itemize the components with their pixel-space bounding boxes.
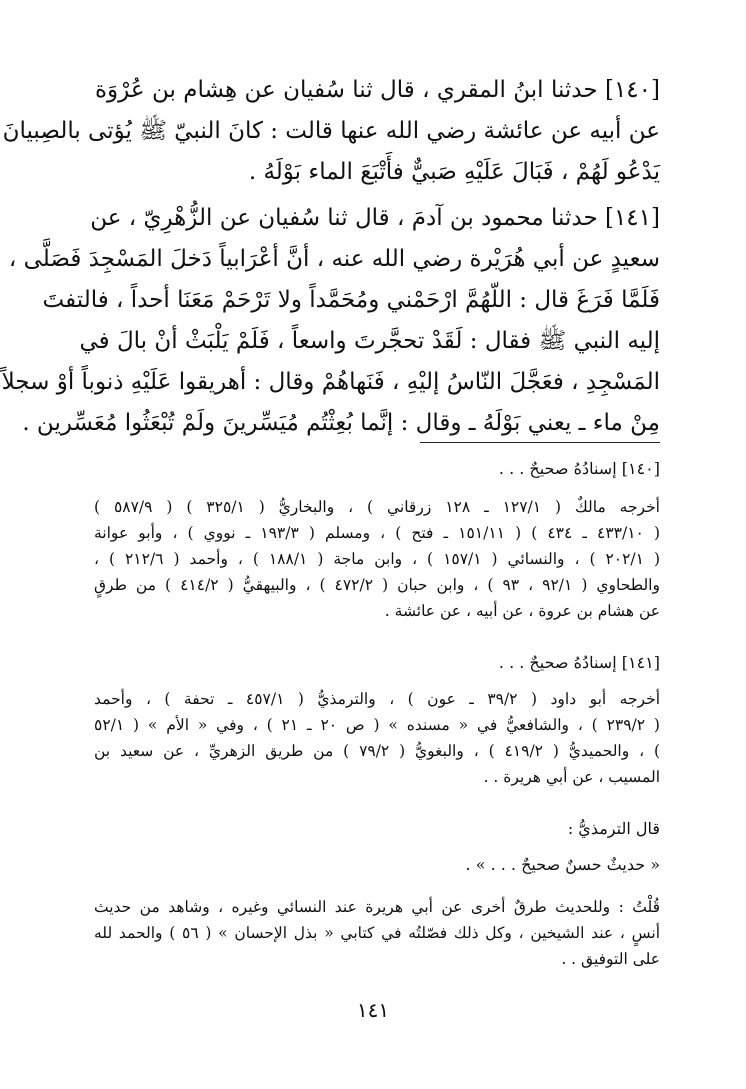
tirmidhi-quote-block xyxy=(94,852,660,878)
hadith-141-line: مِنْ ماء ـ يعني بَوْلَهُ ـ وقال : إنَّما بُعِثْتُم مُيَسِّرينَ ولَمْ تُبْعَثُوا مُعَسِّرين . xyxy=(22,410,660,436)
hadith-140-line: [١٤٠] حدثنا ابنُ المقري ، قال ثنا سُفيان عن هِشام بن عُرْوَة xyxy=(95,77,660,103)
hadith-141-line: سعيدٍ عن أبي هُرَيْرة رضي الله عنه ، أنَّ أعْرَابياً دَخلَ المَسْجِدَ فَصَلَّى ، xyxy=(8,246,660,272)
footnote-141-heading-block xyxy=(94,650,660,676)
footnote-line: أخرجه أبو داود ( ٣٩/٢ ـ عون ) ، والترمذيُّ ( ٤٥٧/١ ـ تحفة ) ، وأحمد xyxy=(94,690,660,708)
author-note xyxy=(94,894,660,972)
footnote-140-body xyxy=(94,494,660,624)
hadith-140-line: عن أبيه عن عائشة رضي الله عنها قالت : كانَ النبيّ ﷺ يُؤتى بالصِبيانَ xyxy=(2,118,660,144)
note-line: أنسٍ ، عند الشيخين ، وكل ذلك فصّلتُه في كتابي « بذل الإحسان » ( ٥٦ ) والحمد لله xyxy=(94,924,661,942)
footnote-141-heading: [١٤١] إسنادُهُ صحيحٌ . . . xyxy=(498,653,660,672)
hadith-140 xyxy=(2,70,660,193)
hadith-141 xyxy=(1,198,660,444)
footnote-line: ( ٢٣٩/٢ ) ، والشافعيُّ في « مسنده » ( ص ٢٠ ـ ٢١ ) ، وفي « الأم » ( ٥٢/١ xyxy=(94,716,660,734)
hadith-141-line: فَلَمَّا فَرَغَ قال : اللّهُمَّ ارْحَمْني ومُحَمَّداً ولا تَرْحَمْ مَعَنَا أحداً ، فالتفتَ xyxy=(42,287,660,313)
footnote-line: المسيب ، عن أبي هريرة . . xyxy=(483,768,660,786)
tirmidhi-quote: « حديثٌ حسنٌ صحيحٌ . . . » . xyxy=(465,855,660,874)
note-line: على التوفيق . . xyxy=(561,950,660,968)
hadith-141-line: إليه النبي ﷺ فقال : لَقَدْ تحجَّرتَ واسعاً ، فَلَمْ يَلْبَثْ أنْ بالَ في xyxy=(79,328,660,354)
footnote-140-heading-block xyxy=(94,456,660,482)
tirmidhi-label: قال الترمذيُّ : xyxy=(567,819,660,838)
hadith-140-line: يَدْعُو لَهُمْ ، فَبَالَ عَلَيْهِ صَبيٌّ فأَتْبَعَ الماء بَوْلَهُ . xyxy=(248,159,660,185)
note-line: قُلْتُ : وللحديث طرقٌ أخرى عن أبي هريرة عند النسائي وغيره ، وشاهد من حديث xyxy=(94,898,660,916)
page-number: ١٤١ xyxy=(356,998,390,1022)
footnote-line: ( ٢٠٢/١ ) ، والنسائي ( ١٥٧/١ ) ، وابن ماجة ( ١٨٨/١ ) ، وأحمد ( ٢١٢/٦ ) ، xyxy=(94,550,660,568)
footnote-line: والطحاوي ( ٩٢/١ ، ٩٣ ) ، وابن حبان ( ٤٧٢/٢ ) ، والبيهقيُّ ( ٤١٤/٢ ) من طرقٍ xyxy=(94,576,660,594)
tirmidhi-label-block xyxy=(94,816,660,842)
footnote-line: أخرجه مالكٌ ( ١٢٧/١ ـ ١٢٨ زرقاني ) ، والبخاريُّ ( ٣٢٥/١ ) ( ٥٨٧/٩ ) xyxy=(94,498,660,516)
footnote-line: عن هشام بن عروة ، عن أبيه ، عن عائشة . xyxy=(384,602,660,620)
hadith-141-line: [١٤١] حدثنا محمود بن آدمَ ، قال ثنا سُفيان عن الزُّهْرِيّ ، عن xyxy=(90,205,660,231)
footnote-separator xyxy=(420,442,660,443)
footnote-140-heading: [١٤٠] إسنادُهُ صحيحٌ . . . xyxy=(498,459,660,478)
footnote-line: ( ٤٣٣/١٠ ـ ٤٣٤ ) ( ١٥١/١١ ـ فتح ) ، ومسلم ( ١٩٣/٣ ـ نووي ) ، وأبو عوانة xyxy=(94,524,660,542)
footnote-141-body xyxy=(94,686,660,790)
hadith-141-line: المَسْجِدِ ، فعَجَّلَ النّاسُ إليْهِ ، فَنَهاهُمْ وقال : أهريقوا عَلَيْهِ ذنوباً أوْ سجلاً xyxy=(1,369,660,395)
footnote-line: ) ، والحميديُّ ( ٤١٩/٢ ) ، والبغويُّ ( ٧٩/٢ ) من طريق الزهريِّ ، عن سعيد بن xyxy=(94,742,660,760)
